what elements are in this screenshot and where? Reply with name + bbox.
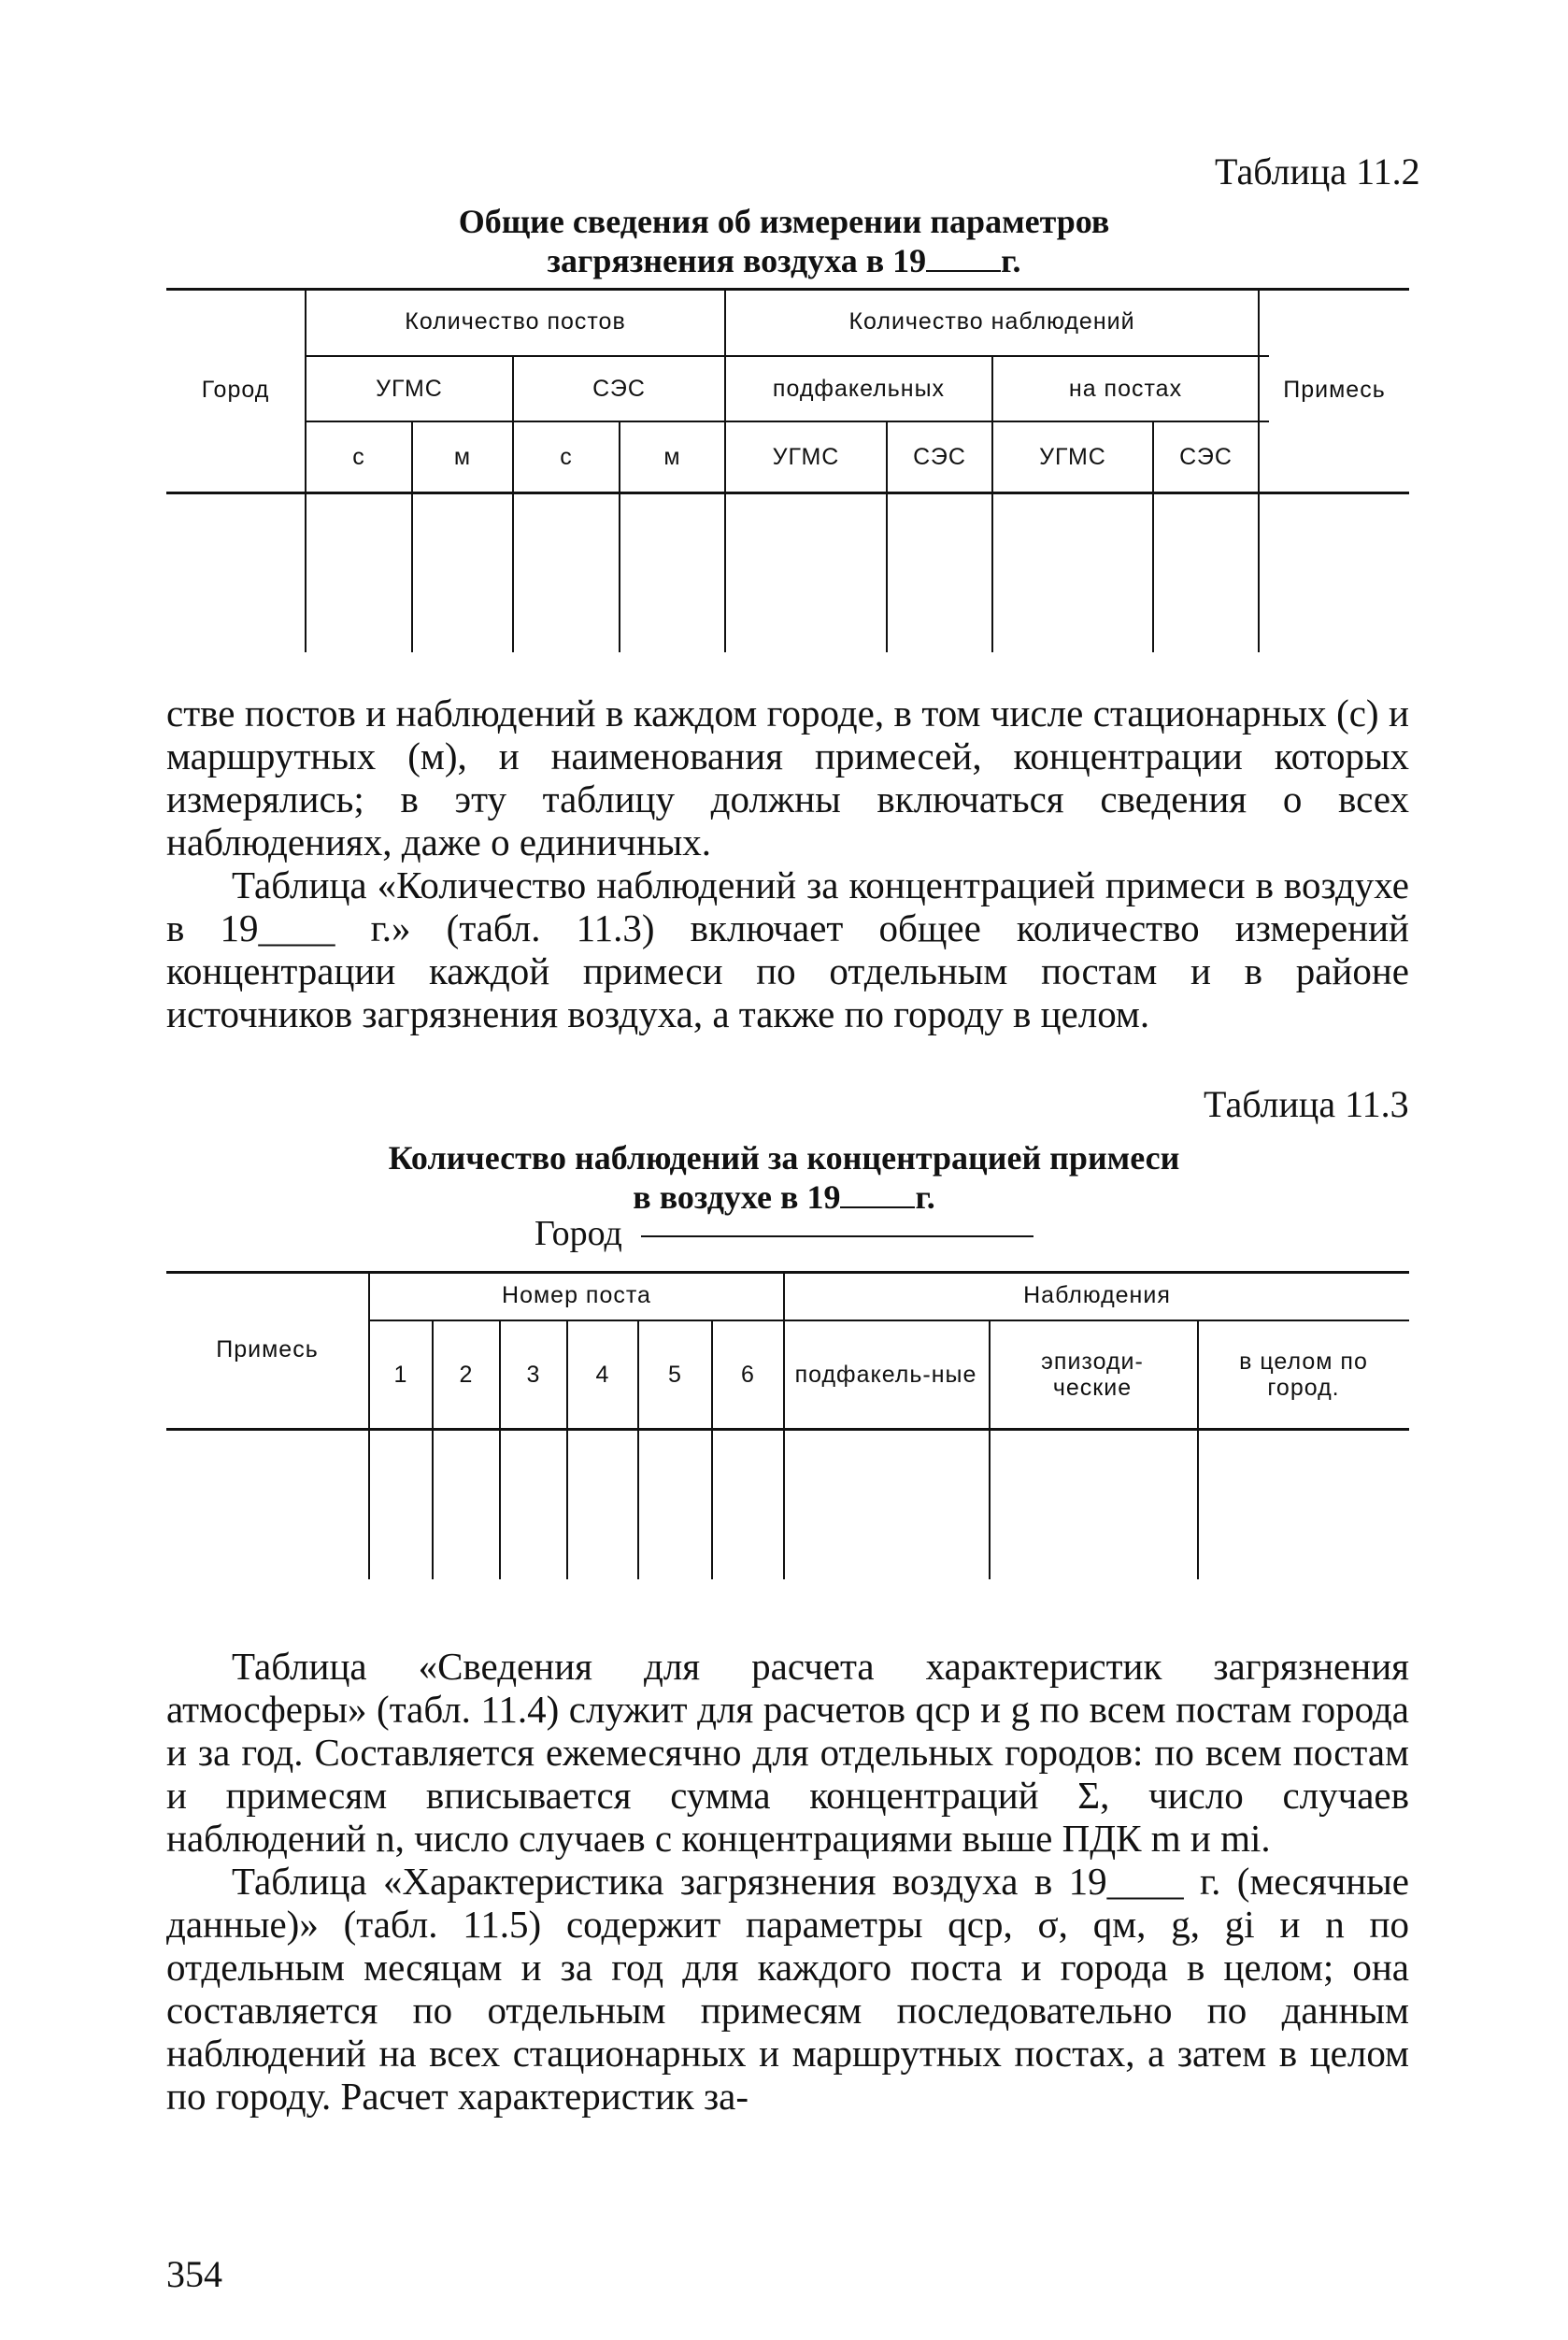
header-observations: Наблюдения xyxy=(1023,1282,1171,1308)
header-city: Город xyxy=(201,377,270,403)
header-posts-ses: СЭС xyxy=(1179,444,1233,470)
paragraph: стве постов и наблюдений в каждом городе, в том числе стационарных (с) и маршрутных (м), и наименования примесей, концентрации которых измерялись; в эту таблицу должны включаться сведения о всех наблюдениях, даже о единичных. xyxy=(166,692,1409,863)
paragraph: Таблица «Количество наблюдений за концентрацией примеси в воздухе в 19____ г.» (табл. 11.3) включает общее количество измерений концентрации каждой примеси по отдельным постам и в районе источников загрязнения воздуха, а также по городу в целом. xyxy=(166,863,1409,1035)
header-ugms: УГМС xyxy=(376,376,443,402)
city-label: Город xyxy=(535,1214,622,1253)
header-post-3: 3 xyxy=(526,1362,541,1388)
header-ses-s: с xyxy=(560,444,573,470)
table-11-2-label: Таблица 11.2 xyxy=(1215,150,1420,193)
table-11-2-title-line2: загрязнения воздуха в 19 xyxy=(547,242,927,279)
city-blank xyxy=(641,1235,1033,1237)
header-under-plume: подфакельных xyxy=(772,376,946,402)
header-under-plume: подфакель-ные xyxy=(794,1362,977,1388)
header-post-6: 6 xyxy=(741,1362,755,1388)
body-text-2 xyxy=(166,1645,1409,2118)
rule xyxy=(1197,1321,1199,1579)
table-11-3-title-line2-row xyxy=(0,1177,1568,1217)
rule xyxy=(166,1428,1409,1431)
table-11-3 xyxy=(166,1271,1409,1579)
header-admixture: Примесь xyxy=(216,1336,319,1363)
year-blank xyxy=(840,1180,915,1208)
header-post-4: 4 xyxy=(595,1362,610,1388)
header-post-number: Номер поста xyxy=(502,1282,651,1308)
header-post-1: 1 xyxy=(393,1362,408,1388)
year-blank xyxy=(926,244,1001,272)
header-posts-ugms: УГМС xyxy=(1039,444,1106,470)
table-11-2-title-line1: Общие сведения об измерении параметров xyxy=(458,203,1110,240)
table-11-2-title-suffix: г. xyxy=(1001,242,1021,279)
table-11-3-title xyxy=(0,1138,1568,1217)
header-observations-count: Количество наблюдений xyxy=(848,308,1135,335)
header-ses-m: м xyxy=(663,444,681,470)
header-episodic: эпизоди-ческие xyxy=(1041,1348,1144,1401)
paragraph: Таблица «Характеристика загрязнения воздуха в 19____ г. (месячные данные)» (табл. 11.5) содержит параметры qср, σ, qм, g, gi и n по отдельным месяцам и за год для каждого поста и города в целом; она составляется по отдельным примесям последовательно по данным наблюдений на всех стационарных и маршрутных постах, а затем в целом по городу. Расчет характеристик за- xyxy=(166,1860,1409,2118)
table-11-2-title xyxy=(0,202,1568,280)
header-at-posts: на постах xyxy=(1068,376,1183,402)
city-field xyxy=(535,1213,1033,1254)
header-ses: СЭС xyxy=(592,376,646,402)
header-ugms-m: м xyxy=(453,444,472,470)
rule xyxy=(989,1321,991,1579)
paragraph: Таблица «Сведения для расчета характеристик загрязнения атмосферы» (табл. 11.4) служит для расчетов qср и g по всем постам города и за год. Составляется ежемесячно для отдельных городов: по всем постам и примесям вписывается сумма концентраций Σ, число случаев наблюдений n, число случаев с концентрациями выше ПДК m и mi. xyxy=(166,1645,1409,1860)
header-ugms-s: с xyxy=(352,444,365,470)
body-text-1 xyxy=(166,692,1409,1035)
table-11-2 xyxy=(166,288,1409,652)
header-post-5: 5 xyxy=(668,1362,682,1388)
header-plume-ses: СЭС xyxy=(913,444,966,470)
rule xyxy=(166,492,1409,494)
header-plume-ugms: УГМС xyxy=(772,444,840,470)
page-number: 354 xyxy=(166,2253,222,2295)
table-11-2-title-line2-row xyxy=(0,241,1568,280)
header-admixture: Примесь xyxy=(1283,377,1386,403)
header-posts-count: Количество постов xyxy=(405,308,626,335)
table-11-3-title-line1: Количество наблюдений за концентрацией примеси xyxy=(388,1139,1180,1177)
header-post-2: 2 xyxy=(459,1362,474,1388)
table-11-3-title-suffix: г. xyxy=(915,1178,935,1216)
table-11-3-title-line2: в воздухе в 19 xyxy=(633,1178,841,1216)
header-whole-city: в целом по город. xyxy=(1239,1348,1368,1401)
table-11-3-label: Таблица 11.3 xyxy=(1204,1083,1409,1125)
